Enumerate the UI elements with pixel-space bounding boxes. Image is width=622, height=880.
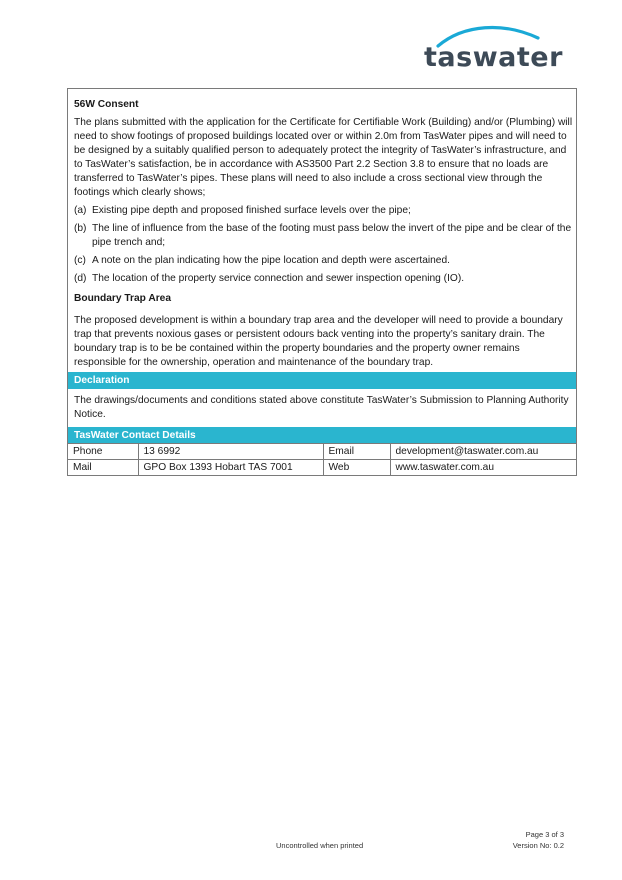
- document-body: [74, 98, 574, 374]
- list-item: [74, 204, 574, 218]
- list-marker: (d): [74, 273, 87, 284]
- list-marker: (b): [74, 223, 87, 234]
- web-value[interactable]: www.taswater.com.au: [390, 460, 576, 476]
- boundary-paragraph: The proposed development is within a boundary trap area and the developer will need to provide a boundary trap that prevents noxious gases or persistent odours back venting into the property’s sanitary drain. The boundary trap is to be be contained within the property boundaries and the property owner remains responsible for the ownership, operation and maintenance of the boundary trap.: [74, 315, 563, 368]
- list-item: [74, 222, 574, 250]
- email-value[interactable]: development@taswater.com.au: [390, 444, 576, 460]
- phone-value: 13 6992: [138, 444, 323, 460]
- mail-value: GPO Box 1393 Hobart TAS 7001: [138, 460, 323, 476]
- page-number: Page 3 of 3: [525, 830, 564, 839]
- list-item: [74, 254, 574, 268]
- declaration-bar: Declaration: [68, 372, 576, 389]
- uncontrolled-note: Uncontrolled when printed: [276, 841, 364, 850]
- web-label: Web: [323, 460, 390, 476]
- logo-text: taswater: [424, 42, 563, 73]
- email-label: Email: [323, 444, 390, 460]
- consent-paragraph: The plans submitted with the application for the Certificate for Certifiable Work (Building) and/or (Plumbing) will need to show footings of proposed buildings located over or within 2.0m from TasWater pipes and will need to be designed by a suitably qualified person to adequately protect the integrity of TasWater’s infrastructure, and to TasWater’s satisfaction, be in accordance with AS3500 Part 2.2 Section 3.8 to ensure that no loads are transferred to TasWater’s pipes. These plans will need to also include a cross sectional view through the footings which clearly shows;: [74, 117, 573, 198]
- document-panel: [67, 88, 577, 476]
- list-item: [74, 272, 574, 286]
- list-text: The location of the property service connection and sewer inspection opening (IO).: [92, 273, 465, 284]
- declaration-paragraph: The drawings/documents and conditions stated above constitute TasWater’s Submission to Planning Authority Notice.: [74, 395, 569, 420]
- list-marker: (a): [74, 205, 87, 216]
- consent-heading: 56W Consent: [74, 99, 139, 110]
- list-marker: (c): [74, 255, 86, 266]
- contact-table: [68, 443, 576, 475]
- mail-label: Mail: [68, 460, 138, 476]
- table-row: [68, 444, 576, 460]
- contact-details-bar: TasWater Contact Details: [68, 427, 576, 444]
- phone-label: Phone: [68, 444, 138, 460]
- list-text: The line of influence from the base of the footing must pass below the invert of the pipe and be clear of the pipe trench and;: [92, 223, 572, 248]
- list-text: Existing pipe depth and proposed finished surface levels over the pipe;: [92, 205, 411, 216]
- taswater-logo: [424, 24, 563, 78]
- list-text: A note on the plan indicating how the pipe location and depth were ascertained.: [92, 255, 450, 266]
- version-number: Version No: 0.2: [512, 841, 564, 850]
- boundary-heading: Boundary Trap Area: [74, 293, 171, 304]
- table-row: [68, 460, 576, 476]
